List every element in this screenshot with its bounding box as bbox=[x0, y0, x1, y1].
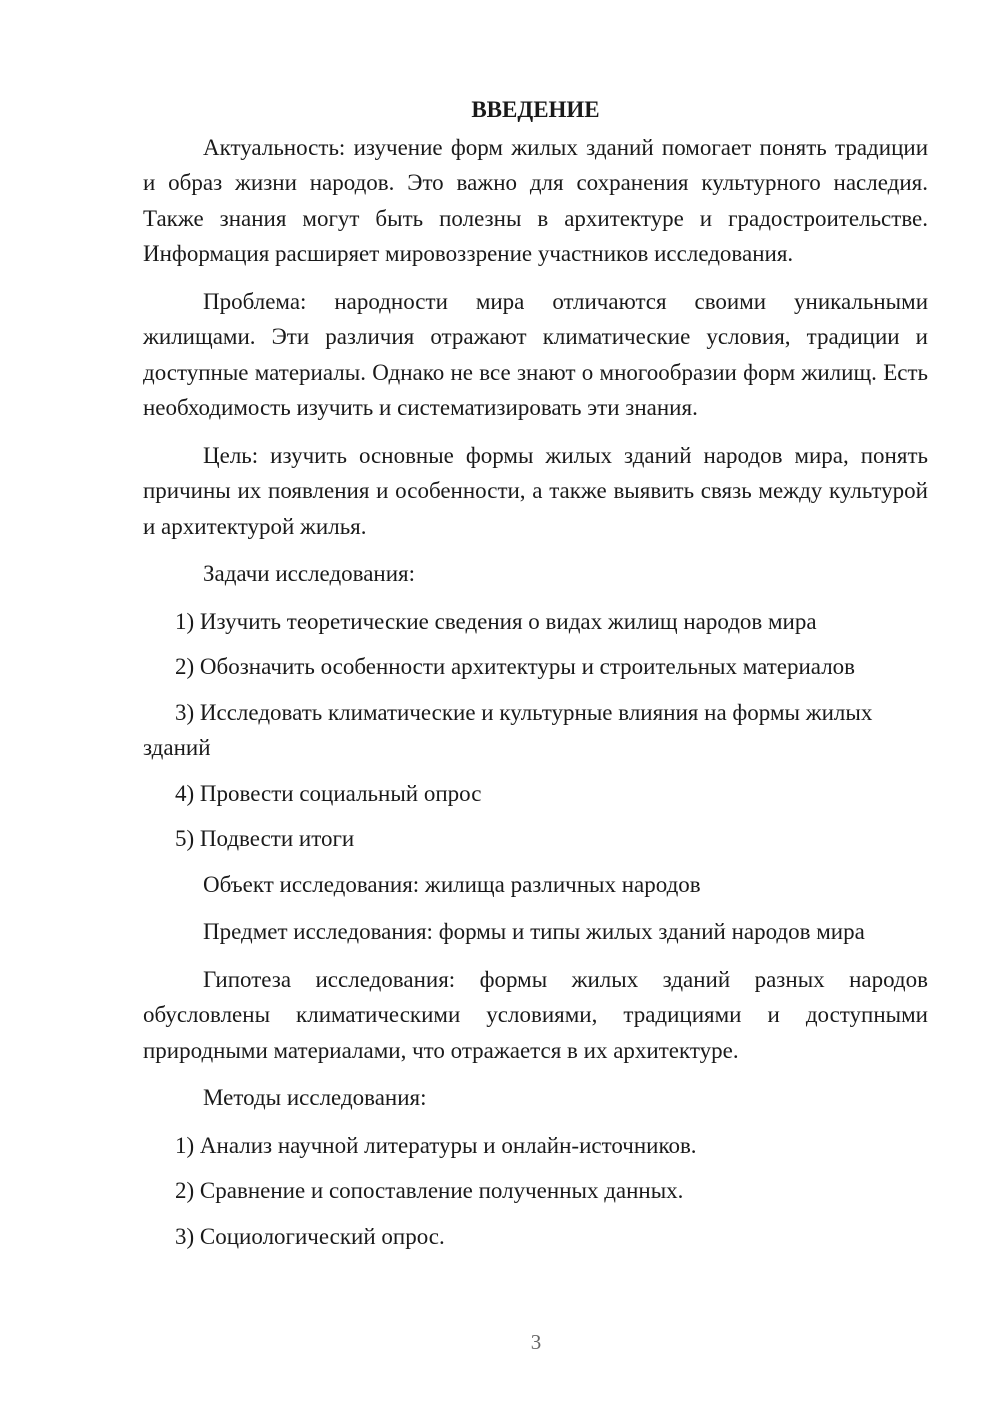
methods-heading: Методы исследования: bbox=[203, 1085, 427, 1110]
methods-list bbox=[143, 1128, 928, 1255]
object-paragraph: Объект исследования: жилища различных народов bbox=[203, 871, 701, 897]
section-title: ВВЕДЕНИЕ bbox=[471, 97, 600, 122]
method-item: 3) Социологический опрос. bbox=[175, 1223, 445, 1249]
task-item: 2) Обозначить особенности архитектуры и строительных материалов bbox=[175, 654, 856, 679]
task-item: 5) Подвести итоги bbox=[175, 826, 355, 851]
tasks-heading: Задачи исследования: bbox=[203, 561, 416, 586]
task-item: 1) Изучить теоретические сведения о видах жилищ народов мира bbox=[175, 608, 817, 634]
problem-paragraph: Проблема: народности мира отличаются своими уникальными жилищами. Эти различия отражают климатические условия, традиции и доступные материалы. Однако не все знают о многообразии форм жилищ. Есть необходимость изучить и систематизировать эти знания. bbox=[143, 288, 928, 420]
task-item: 3) Исследовать климатические и культурные влияния на формы жилых зданий bbox=[143, 699, 873, 760]
method-item: 1) Анализ научной литературы и онлайн-источников. bbox=[175, 1132, 697, 1158]
method-item: 2) Сравнение и сопоставление полученных данных. bbox=[175, 1178, 684, 1203]
goal-paragraph: Цель: изучить основные формы жилых зданий народов мира, понять причины их появления и особенности, а также выявить связь между культурой и архитектурой жилья. bbox=[143, 442, 928, 539]
relevance-paragraph: Актуальность: изучение форм жилых зданий помогает понять традиции и образ жизни народов. Это важно для сохранения культурного наследия. Также знания могут быть полезны в архитектуре и градостроительстве. Информация расширяет мировоззрение участников исследования. bbox=[143, 134, 928, 266]
task-item: 4) Провести социальный опрос bbox=[175, 780, 482, 806]
page-content bbox=[143, 92, 928, 1264]
subject-paragraph: Предмет исследования: формы и типы жилых зданий народов мира bbox=[203, 919, 865, 944]
tasks-list bbox=[143, 604, 928, 857]
hypothesis-paragraph: Гипотеза исследования: формы жилых зданий разных народов обусловлены климатическими условиями, традициями и доступными природными материалами, что отражается в их архитектуре. bbox=[143, 966, 928, 1063]
page-number: 3 bbox=[530, 1330, 542, 1354]
